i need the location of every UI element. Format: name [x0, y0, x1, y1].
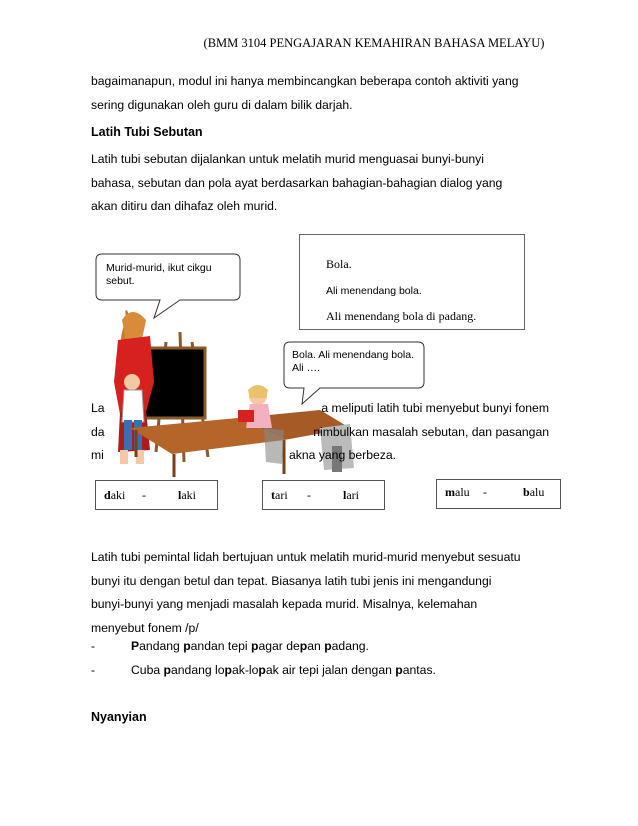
section-title-nyanyian: Nyanyian	[91, 710, 147, 724]
example-2-part: p	[224, 663, 232, 677]
example-1-part: p	[250, 639, 259, 653]
pair-1-a-initial: d	[104, 488, 111, 502]
pair-3-separator: -	[483, 485, 487, 499]
section1-paragraph	[91, 148, 545, 219]
board-line-1: Bola.	[326, 257, 352, 271]
minimal-pair-box-2	[262, 480, 385, 510]
obscured-line-1-start: La	[91, 401, 105, 415]
example-1-part: an	[307, 639, 325, 653]
section1-line-2: bahasa, sebutan dan pola ayat berdasarkan bahagian-bahagian dialog yang	[91, 175, 503, 190]
board-line-2: Ali menendang bola.	[326, 285, 422, 297]
example-1-part: andan tepi	[190, 639, 251, 653]
example-1-dash: -	[91, 639, 96, 653]
obscured-line-3	[91, 444, 549, 468]
teacher-bubble-text: Murid-murid, ikut cikgu sebut.	[106, 262, 212, 287]
pair-2-separator: -	[307, 488, 311, 502]
obscured-line-2-end: nimbulkan masalah sebutan, dan pasangan	[313, 424, 549, 439]
example-2-part: p	[163, 663, 171, 677]
example-line-1	[91, 639, 551, 653]
example-line-2	[91, 663, 551, 677]
example-1-part: p	[299, 639, 308, 653]
example-1-part: adang.	[331, 639, 369, 653]
section-title-latih-tubi-sebutan: Latih Tubi Sebutan	[91, 125, 203, 139]
pair-1-separator: -	[142, 488, 146, 502]
pair-3-b-rest: alu	[529, 485, 545, 499]
example-1-part: p	[183, 639, 191, 653]
intro-line-1: bagaimanapun, modul ini hanya membincangkan beberapa contoh aktiviti yang	[91, 74, 519, 88]
obscured-line-2-start: da	[91, 424, 105, 439]
section2-line-2: bunyi itu dengan betul dan tepat. Biasanya latih tubi jenis ini mengandungi	[91, 573, 492, 588]
section2-line-3: bunyi-bunyi yang menjadi masalah kepada murid. Misalnya, kelemahan	[91, 597, 478, 611]
example-2-part: ak air tepi jalan dengan	[265, 663, 396, 677]
example-2-part: andang lo	[170, 663, 225, 677]
minimal-pair-box-1	[95, 480, 218, 510]
page-header: (BMM 3104 PENGAJARAN KEMAHIRAN BAHASA MELAYU)	[203, 36, 545, 50]
minimal-pair-box-3	[436, 479, 561, 509]
board-line-3: Ali menendang bola di padang.	[326, 309, 477, 323]
pair-2-a-rest: ari	[275, 488, 288, 502]
intro-line-2: sering digunakan oleh guru di dalam bilik darjah.	[91, 97, 353, 112]
pair-1-b-rest: aki	[181, 488, 197, 502]
pair-3-b-initial: b	[523, 485, 530, 499]
example-2-part: p	[395, 663, 403, 677]
pair-2-b-rest: ari	[346, 488, 359, 502]
example-2-dash: -	[91, 663, 96, 677]
example-1-part: agar de	[258, 639, 300, 653]
example-1-part: P	[131, 639, 140, 653]
pair-1-a-rest: aki	[110, 488, 126, 502]
obscured-paragraph	[91, 397, 549, 468]
student-bubble-text: Bola. Ali menendang bola. Ali ….	[292, 349, 415, 374]
pair-1-b-initial: l	[178, 488, 182, 502]
obscured-line-1	[91, 397, 549, 421]
section2-line-1: Latih tubi pemintal lidah bertujuan untuk melatih murid-murid menyebut sesuatu	[91, 550, 521, 564]
example-2-part: ak-lo	[231, 663, 259, 677]
obscured-line-2	[91, 421, 549, 445]
section2-line-4: menyebut fonem /p/	[91, 620, 199, 635]
example-1-part: p	[324, 639, 332, 653]
example-2-part: antas.	[402, 663, 436, 677]
example-2-part: p	[258, 663, 266, 677]
pair-2-a-initial: t	[271, 488, 275, 502]
obscured-line-1-end: a meliputi latih tubi menyebut bunyi fonem	[321, 401, 549, 415]
pair-2-b-initial: l	[343, 488, 347, 502]
section1-line-1: Latih tubi sebutan dijalankan untuk melatih murid menguasai bunyi-bunyi	[91, 152, 484, 166]
pair-3-a-initial: m	[445, 485, 455, 499]
intro-paragraph	[91, 70, 545, 117]
example-1-part: andang	[139, 639, 184, 653]
section2-paragraph	[91, 546, 549, 640]
example-2-part: Cuba	[131, 663, 164, 677]
section1-line-3: akan ditiru dan dihafaz oleh murid.	[91, 199, 278, 213]
obscured-line-3-end: akna yang berbeza.	[289, 448, 397, 462]
obscured-line-3-start: mi	[91, 448, 104, 462]
pair-3-a-rest: alu	[455, 485, 470, 499]
